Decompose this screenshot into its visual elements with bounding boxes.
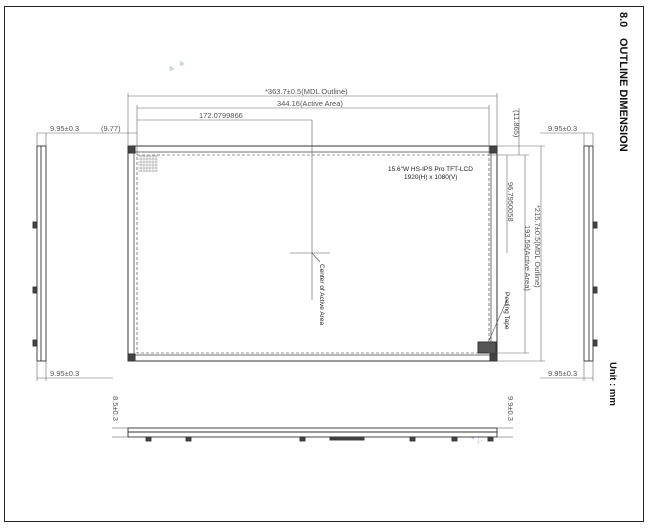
unit-note [607, 362, 618, 406]
peeling-tape-label: Peeling Tape [503, 292, 510, 330]
center-of-active-area-label: Center of Active Area [318, 264, 325, 326]
section-title: OUTLINE DIMENSION [617, 38, 629, 152]
dim-center-offset-y: 96.7950058 [506, 182, 515, 222]
dim-left-offset-x: (9.77) [101, 124, 121, 133]
dim-bottom-thickness-left: 8.5±0.3 [111, 396, 120, 421]
dim-side-thickness-bottom-right: 9.95±0.3 [548, 369, 578, 378]
right-side-view [584, 146, 597, 361]
dim-side-thickness-top-right: 9.95±0.3 [548, 124, 578, 133]
watermark-fragment-top: ▲ ▲ [164, 56, 188, 74]
section-heading [617, 12, 629, 152]
corner-block-br [490, 354, 497, 361]
corner-block-tl [128, 146, 135, 153]
dim-active-area-height: 193.59(Active Area) [523, 225, 532, 291]
watermark-fragment-bottom: • Y [469, 433, 484, 448]
panel-model-line2: 1920(H) x 1080(V) [404, 174, 458, 181]
peeling-tape [478, 342, 496, 353]
dim-side-thickness-bottom-left: 9.95±0.3 [50, 369, 80, 378]
dim-mdl-outline-height: *215.7±0.5(MDL Outline) [533, 205, 542, 288]
dim-mdl-outline-width: *363.7±0.5(MDL Outline) [265, 87, 348, 96]
dim-center-offset-x: 172.0799866 [199, 111, 243, 120]
corner-block-bl [128, 354, 135, 361]
section-number: 8.0 [617, 12, 629, 28]
panel-model-line1: 15.6"W HS-IPS Pro TFT-LCD [388, 166, 473, 173]
dim-active-area-width: 344.16(Active Area) [277, 99, 343, 108]
bottom-side-view [128, 428, 497, 441]
unit-label: Unit : mm [607, 362, 618, 406]
dim-side-thickness-top-left: 9.95±0.3 [50, 124, 80, 133]
dim-top-offset-y: (11.865) [512, 110, 521, 138]
corner-block-tr [490, 146, 497, 153]
dim-bottom-thickness-right: 9.9±0.3 [506, 396, 515, 421]
left-side-view [33, 146, 46, 361]
pixel-grid-detail [138, 155, 158, 172]
